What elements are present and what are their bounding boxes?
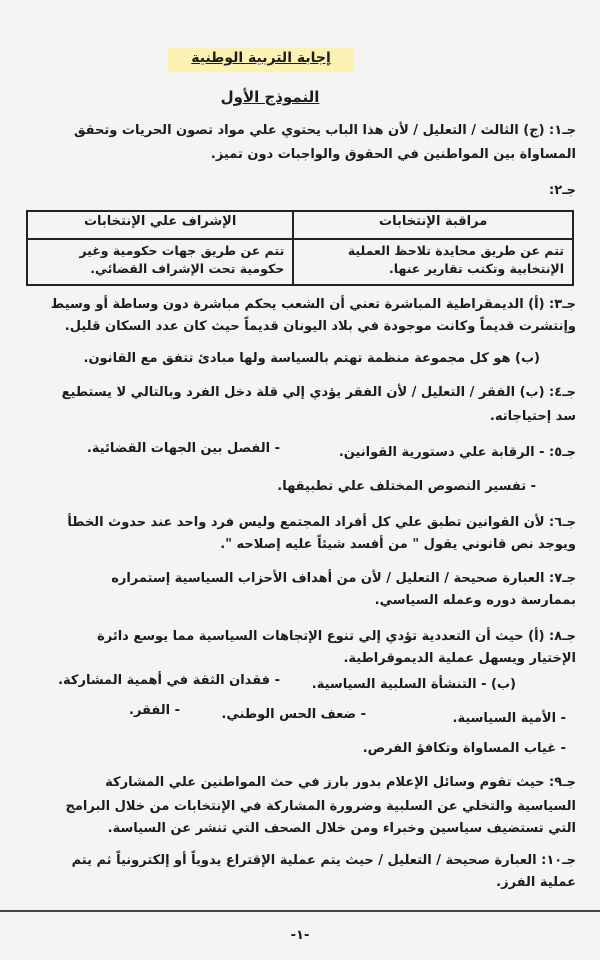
answer-9-line-1: جـ٩: حيث تقوم وسائل الإعلام بدور بارز في حث المواطنين علي المشاركة bbox=[105, 775, 576, 790]
model-subtitle: النموذج الأول bbox=[220, 88, 320, 106]
answer-4-line-1: جـ٤: (ب) الفقر / التعليل / لأن الفقر يؤدي إلي قلة دخل الفرد وبالتالي لا يستطيع bbox=[61, 385, 576, 400]
page-number: -١- bbox=[290, 928, 310, 943]
cell-line: الإنتخابية وتكتب تقارير عنها. bbox=[389, 261, 564, 276]
answer-6-line-1: جـ٦: لأن القوانين تطبق علي كل أفراد المجتمع وليس فرد واحد عند حدوث الخطأ bbox=[67, 515, 576, 530]
table-cell-monitoring bbox=[293, 239, 573, 285]
cell-line: حكومية تحت الإشراف القضائي. bbox=[90, 261, 285, 276]
answer-3-line-1: جـ٣: (أ) الديمقراطية المباشرة تعني أن الشعب يحكم مباشرة دون وساطة أو وسيط bbox=[50, 297, 576, 312]
answer-8-reason-3: - الأمية السياسية. bbox=[452, 711, 566, 726]
answer-10-line-2: عملية الفرز. bbox=[496, 875, 576, 890]
answer-9-line-2: السياسية والتخلي عن السلبية وضرورة المشاركة في الإنتخابات من خلال البرامج bbox=[65, 799, 576, 814]
table-header-monitoring: مراقبة الإنتخابات bbox=[293, 211, 573, 239]
answer-5-item-1: جـ٥: - الرقابة علي دستورية القوانين. bbox=[338, 445, 576, 460]
answer-7-line-1: جـ٧: العبارة صحيحة / التعليل / لأن من أهداف الأحزاب السياسية إستمراره bbox=[111, 571, 576, 586]
answer-4-line-2: سد إحتياجاته. bbox=[489, 409, 576, 424]
elections-table bbox=[26, 210, 574, 286]
table-header-row bbox=[27, 211, 573, 239]
answer-5-item-2: - الفصل بين الجهات القضائية. bbox=[86, 441, 280, 456]
answer-2-label: جـ٢: bbox=[549, 183, 576, 198]
answer-8-line-2: الإختيار ويسهل عملية الديموقراطية. bbox=[343, 651, 576, 666]
answer-8-line-1: جـ٨: (أ) حيث أن التعددية تؤدي إلي تنوع الإتجاهات السياسية مما يوسع دائرة bbox=[97, 629, 576, 644]
answer-3-line-3: (ب) هو كل مجموعة منظمة تهتم بالسياسة ولها مبادئ تتفق مع القانون. bbox=[83, 351, 540, 366]
answer-10-line-1: جـ١٠: العبارة صحيحة / التعليل / حيث يتم عملية الإقتراع يدوياً أو إلكترونياً ثم يتم bbox=[71, 853, 576, 868]
answer-8-reason-6: - غياب المساواة وتكافؤ الفرص. bbox=[362, 741, 566, 756]
footer-divider bbox=[0, 910, 600, 912]
answer-1-line-2: المساواة بين المواطنين في الحقوق والواجبات دون تميز. bbox=[210, 147, 576, 162]
answer-8-reason-1: (ب) - التنشأة السلبية السياسية. bbox=[311, 677, 516, 692]
answer-8-reason-5: - الفقر. bbox=[129, 703, 180, 718]
answer-8-reason-4: - ضعف الحس الوطني. bbox=[221, 707, 366, 722]
table-header-supervision: الإشراف علي الإنتخابات bbox=[27, 211, 293, 239]
answer-7-line-2: بممارسة دوره وعمله السياسي. bbox=[374, 593, 576, 608]
cell-line: تتم عن طريق جهات حكومية وغير bbox=[79, 243, 285, 258]
answer-1-line-1: جـ١: (ج) الثالث / التعليل / لأن هذا الباب يحتوي علي مواد تصون الحريات وتحقق bbox=[73, 123, 576, 138]
cell-line: تتم عن طريق محايدة تلاحظ العملية bbox=[347, 243, 564, 258]
answer-9-line-3: التي تستضيف سياسين وخبراء ومن خلال الصحف التي تنشر عن السياسة. bbox=[107, 821, 576, 836]
answer-5-item-3: - تفسير النصوص المختلف علي تطبيقها. bbox=[277, 479, 536, 494]
answer-6-line-2: ويوجد نص قانوني يقول " من أفسد شيئاً عليه إصلاحه ". bbox=[220, 537, 576, 552]
answer-8-reason-2: - فقدان الثقة في أهمية المشاركة. bbox=[58, 673, 280, 688]
answer-3-line-2: وإنتشرت قديماً وكانت موجودة في بلاد اليونان قديماً حيث كان عدد السكان قليل. bbox=[64, 319, 576, 334]
page-title: إجابة التربية الوطنية bbox=[191, 50, 331, 66]
table-cell-supervision bbox=[27, 239, 293, 285]
table-row bbox=[27, 239, 573, 285]
